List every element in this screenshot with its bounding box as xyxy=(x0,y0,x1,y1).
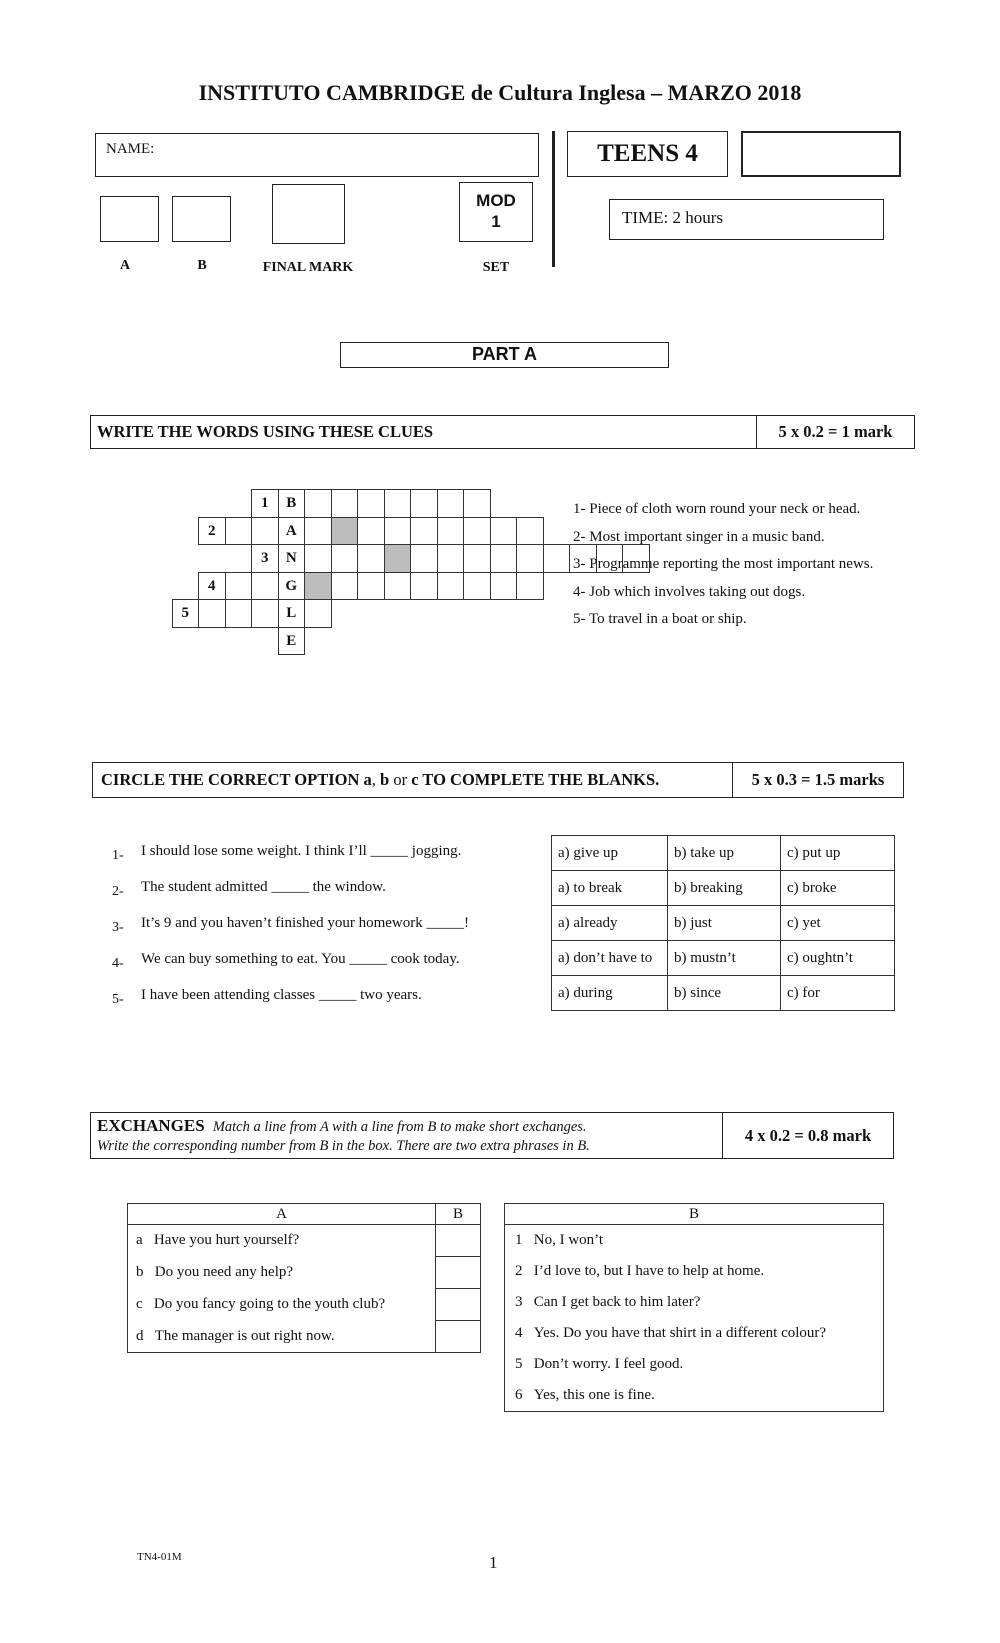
crossword-cell[interactable] xyxy=(437,517,465,546)
section2-header xyxy=(92,762,904,798)
crossword-cell[interactable] xyxy=(437,489,465,518)
option-b[interactable]: b) breaking xyxy=(668,871,781,906)
crossword-cell[interactable] xyxy=(463,544,491,573)
column-header-a: A xyxy=(128,1204,436,1225)
table-row xyxy=(128,1321,481,1353)
exchanges-table-b xyxy=(504,1203,884,1412)
item-text: Yes, this one is fine. xyxy=(533,1387,655,1403)
options-row xyxy=(552,871,895,906)
crossword-cell[interactable] xyxy=(516,517,544,546)
crossword-cell[interactable] xyxy=(331,489,359,518)
answer-box[interactable] xyxy=(436,1257,481,1289)
crossword-cell[interactable] xyxy=(304,544,332,573)
crossword-cell[interactable] xyxy=(490,572,518,601)
item-key: a xyxy=(136,1232,143,1249)
answer-box[interactable] xyxy=(436,1289,481,1321)
crossword-letter-cell: A xyxy=(278,517,306,546)
option-a[interactable]: a) give up xyxy=(552,836,668,871)
crossword-cell[interactable] xyxy=(251,517,279,546)
option-a[interactable]: a) already xyxy=(552,906,668,941)
crossword-cell[interactable] xyxy=(463,489,491,518)
crossword-cell[interactable] xyxy=(384,517,412,546)
question-text: The student admitted _____ the window. xyxy=(141,879,386,895)
item-key: 5 xyxy=(515,1356,523,1372)
item-text: Don’t worry. I feel good. xyxy=(533,1356,684,1372)
option-a[interactable]: a) during xyxy=(552,976,668,1011)
section2-heading-part: CIRCLE THE CORRECT OPTION xyxy=(101,770,364,789)
section3-instruction: Write the corresponding number from B in the box. There are two extra phrases in B. xyxy=(97,1138,590,1154)
crossword-cell[interactable] xyxy=(384,572,412,601)
options-row xyxy=(552,906,895,941)
crossword-cell[interactable] xyxy=(543,544,571,573)
item-text: The manager is out right now. xyxy=(154,1327,335,1344)
label-a: A xyxy=(119,258,131,273)
crossword-cell[interactable] xyxy=(437,544,465,573)
question-number: 5- xyxy=(112,992,124,1007)
mod-box xyxy=(459,182,533,242)
crossword-cell[interactable] xyxy=(463,572,491,601)
crossword-cell[interactable] xyxy=(357,517,385,546)
section1-header xyxy=(90,415,915,449)
option-b[interactable]: b) mustn’t xyxy=(668,941,781,976)
question-text: It’s 9 and you haven’t finished your homework _____! xyxy=(141,915,470,931)
item-b-text xyxy=(505,1318,884,1349)
option-b[interactable]: b) take up xyxy=(668,836,781,871)
document-title: INSTITUTO CAMBRIDGE de Cultura Inglesa – MARZO 2018 xyxy=(198,80,802,105)
section2-marks: 5 x 0.3 = 1.5 marks xyxy=(732,763,903,797)
option-b[interactable]: b) just xyxy=(668,906,781,941)
clue-item: 1- Piece of cloth worn round your neck or head. xyxy=(573,501,861,517)
crossword-cell[interactable] xyxy=(251,599,279,628)
section2-heading-part: or xyxy=(389,770,412,789)
item-key: c xyxy=(136,1296,143,1312)
exchanges-table-a xyxy=(127,1203,481,1353)
item-text: Have you hurt yourself? xyxy=(153,1232,300,1249)
table-row xyxy=(128,1289,481,1321)
item-text: Yes. Do you have that shirt in a different colour? xyxy=(533,1325,827,1341)
mod-number: 1 xyxy=(491,212,501,231)
crossword-cell[interactable] xyxy=(331,544,359,573)
item-b-text xyxy=(505,1349,884,1380)
level-box: TEENS 4 xyxy=(567,131,728,177)
crossword-shaded-cell xyxy=(331,517,359,546)
item-b-text xyxy=(505,1287,884,1318)
option-letter: b xyxy=(380,770,390,789)
crossword-cell[interactable] xyxy=(410,517,438,546)
mark-a-box[interactable] xyxy=(100,196,159,242)
crossword-number-cell: 5 xyxy=(172,599,200,628)
item-text: Do you fancy going to the youth club? xyxy=(153,1296,386,1312)
item-b-text xyxy=(505,1225,884,1257)
crossword-cell[interactable] xyxy=(463,517,491,546)
option-letter: a xyxy=(363,770,372,789)
section3-instruction: Match a line from A with a line from B to make short exchanges. xyxy=(212,1119,587,1135)
crossword-shaded-cell xyxy=(304,572,332,601)
section1-marks: 5 x 0.2 = 1 mark xyxy=(756,416,914,448)
option-a[interactable]: a) don’t have to xyxy=(552,941,668,976)
item-key: 2 xyxy=(515,1263,523,1279)
table-row xyxy=(505,1287,884,1318)
column-header-b: B xyxy=(505,1204,884,1225)
item-a-text xyxy=(128,1257,436,1289)
name-label: NAME: xyxy=(106,141,155,157)
section2-heading xyxy=(93,763,732,797)
crossword-cell[interactable] xyxy=(198,599,226,628)
option-c[interactable]: c) broke xyxy=(781,871,895,906)
section3-heading-block xyxy=(91,1113,722,1158)
name-field[interactable] xyxy=(95,133,539,177)
table-row xyxy=(505,1380,884,1412)
item-a-text xyxy=(128,1225,436,1257)
crossword-cell[interactable] xyxy=(437,572,465,601)
crossword-cell[interactable] xyxy=(410,489,438,518)
section1-heading: WRITE THE WORDS USING THESE CLUES xyxy=(97,422,434,441)
crossword-number-cell: 4 xyxy=(198,572,226,601)
mark-b-box[interactable] xyxy=(172,196,231,242)
item-a-text xyxy=(128,1289,436,1321)
options-row xyxy=(552,941,895,976)
crossword-cell[interactable] xyxy=(225,599,253,628)
label-set: SET xyxy=(482,260,510,275)
option-a[interactable]: a) to break xyxy=(552,871,668,906)
section3-header xyxy=(90,1112,894,1159)
question-number: 4- xyxy=(112,956,124,971)
section2-heading-part: , xyxy=(371,770,381,789)
table-row xyxy=(505,1349,884,1380)
crossword-shaded-cell xyxy=(384,544,412,573)
crossword-cell[interactable] xyxy=(516,572,544,601)
crossword-cell[interactable] xyxy=(410,544,438,573)
column-header-b: B xyxy=(436,1204,481,1225)
question-number: 3- xyxy=(112,920,124,935)
answer-box[interactable] xyxy=(436,1321,481,1353)
crossword-cell[interactable] xyxy=(304,599,332,628)
crossword-cell[interactable] xyxy=(516,544,544,573)
section3-heading: EXCHANGES xyxy=(97,1116,205,1135)
option-c[interactable]: c) yet xyxy=(781,906,895,941)
mod-label: MOD xyxy=(476,191,516,210)
option-c[interactable]: c) put up xyxy=(781,836,895,871)
item-text: I’d love to, but I have to help at home. xyxy=(533,1263,765,1279)
question-number: 1- xyxy=(112,848,124,863)
crossword-cell[interactable] xyxy=(410,572,438,601)
crossword-cell[interactable] xyxy=(304,489,332,518)
question-text: We can buy something to eat. You _____ cook today. xyxy=(141,951,460,967)
item-b-text xyxy=(505,1380,884,1412)
label-final-mark: FINAL MARK xyxy=(262,260,354,275)
option-b[interactable]: b) since xyxy=(668,976,781,1011)
crossword-cell[interactable] xyxy=(490,517,518,546)
crossword-cell[interactable] xyxy=(357,544,385,573)
final-mark-box[interactable] xyxy=(272,184,345,244)
crossword-cell[interactable] xyxy=(251,572,279,601)
options-table xyxy=(551,835,895,1011)
level-extra-box[interactable] xyxy=(741,131,901,177)
clue-item: 4- Job which involves taking out dogs. xyxy=(573,583,806,600)
item-key: 1 xyxy=(515,1232,523,1248)
clue-list xyxy=(573,496,873,634)
label-b: B xyxy=(197,258,207,273)
item-key: b xyxy=(136,1264,144,1280)
answer-box[interactable] xyxy=(436,1225,481,1257)
crossword-cell[interactable] xyxy=(304,517,332,546)
crossword-letter-cell: N xyxy=(278,544,306,573)
crossword-cell[interactable] xyxy=(357,572,385,601)
crossword-number-cell: 1 xyxy=(251,489,279,518)
table-row xyxy=(505,1225,884,1257)
table-row xyxy=(505,1256,884,1287)
item-key: d xyxy=(136,1327,144,1344)
clue-item: 3- Programme reporting the most important news. xyxy=(573,556,874,572)
item-key: 4 xyxy=(515,1325,523,1341)
section3-marks: 4 x 0.2 = 0.8 mark xyxy=(722,1113,893,1158)
crossword-letter-cell: G xyxy=(278,572,306,601)
option-c[interactable]: c) oughtn’t xyxy=(781,941,895,976)
item-a-text xyxy=(128,1321,436,1353)
item-text: Do you need any help? xyxy=(154,1264,294,1280)
option-c[interactable]: c) for xyxy=(781,976,895,1011)
table-row xyxy=(505,1318,884,1349)
part-title: PART A xyxy=(340,342,669,368)
table-row xyxy=(128,1257,481,1289)
item-text: Can I get back to him later? xyxy=(533,1294,701,1310)
time-box: TIME: 2 hours xyxy=(609,199,884,240)
options-row xyxy=(552,836,895,871)
item-b-text xyxy=(505,1256,884,1287)
option-letter: c xyxy=(411,770,419,789)
crossword-number-cell: 3 xyxy=(251,544,279,573)
crossword-cell[interactable] xyxy=(331,572,359,601)
crossword-letter-cell: B xyxy=(278,489,306,518)
section2-heading-part: TO COMPLETE THE BLANKS. xyxy=(418,770,660,789)
crossword-number-cell: 2 xyxy=(198,517,226,546)
crossword-letter-cell: L xyxy=(278,599,306,628)
question-text: I have been attending classes _____ two years. xyxy=(141,987,422,1003)
clue-item: 5- To travel in a boat or ship. xyxy=(573,611,747,627)
question-number: 2- xyxy=(112,884,124,899)
crossword-cell[interactable] xyxy=(225,572,253,601)
question-text: I should lose some weight. I think I’ll _____ jogging. xyxy=(141,843,462,859)
crossword-cell[interactable] xyxy=(225,517,253,546)
table-row xyxy=(128,1225,481,1257)
item-key: 3 xyxy=(515,1294,523,1310)
page-number: 1 xyxy=(489,1553,498,1572)
options-row xyxy=(552,976,895,1011)
vertical-divider xyxy=(552,131,555,267)
crossword-letter-cell: E xyxy=(278,627,306,656)
item-key: 6 xyxy=(515,1387,523,1403)
crossword-cell[interactable] xyxy=(490,544,518,573)
item-text: No, I won’t xyxy=(533,1232,604,1248)
clue-item: 2- Most important singer in a music band. xyxy=(573,528,825,545)
crossword-cell[interactable] xyxy=(384,489,412,518)
document-code: TN4-01M xyxy=(137,1551,182,1563)
crossword-cell[interactable] xyxy=(357,489,385,518)
